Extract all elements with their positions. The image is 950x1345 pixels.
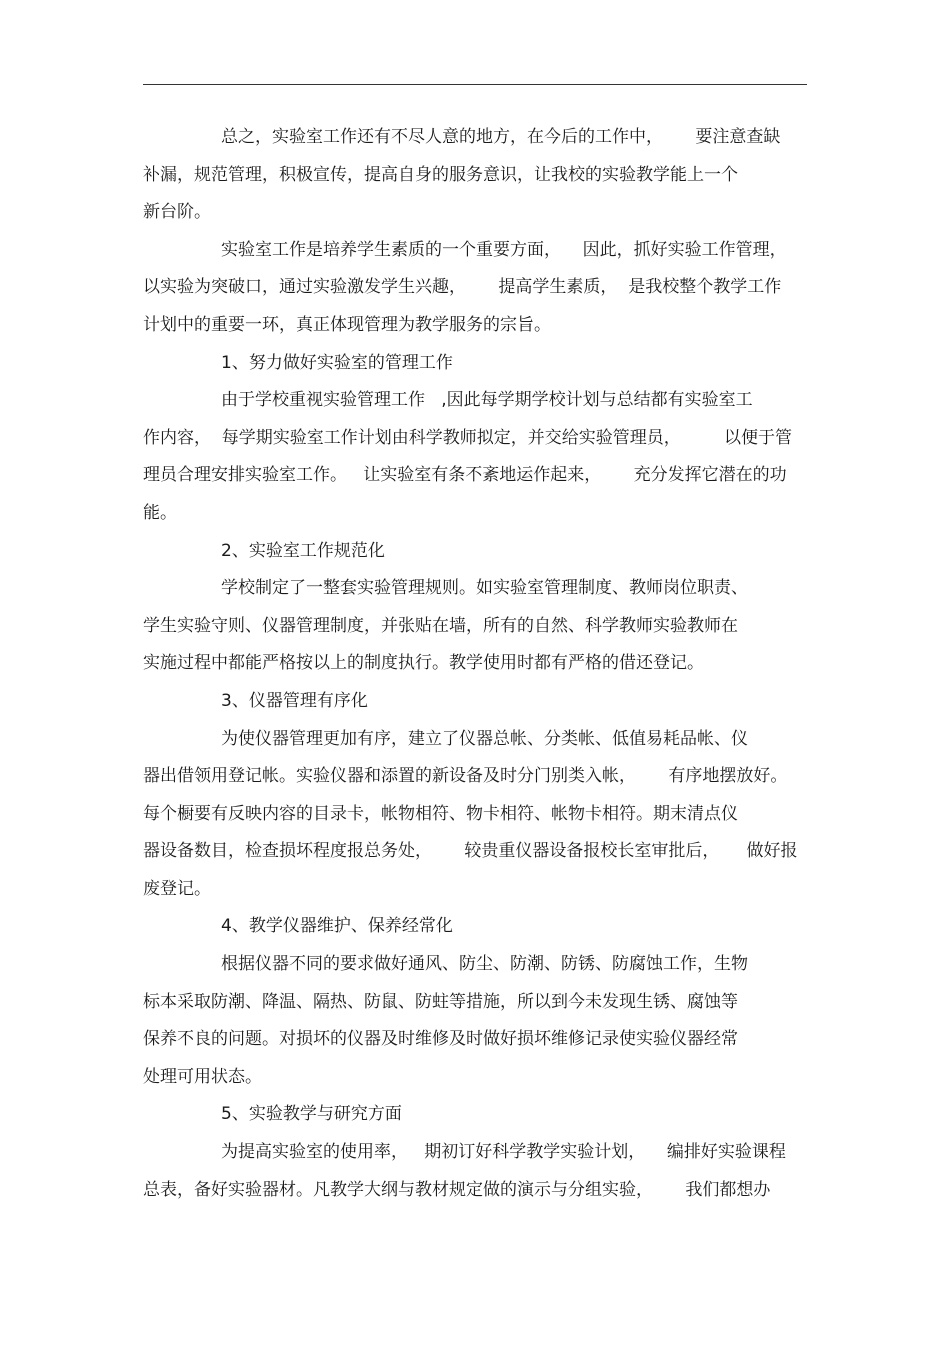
text-line: 1、努力做好实验室的管理工作 [221, 352, 453, 373]
text-line: 处理可用状态。 [143, 1066, 262, 1087]
text-line: 总表，备好实验器材。凡教学大纲与教材规定做的演示与分组实验， 我们都想办 [143, 1179, 771, 1200]
text-line: 器设备数目，检查损坏程度报总务处， 较贵重仪器设备报校长室审批后， 做好报 [143, 841, 798, 862]
text-line: 学校制定了一整套实验管理规则。如实验室管理制度、教师岗位职责、 [221, 578, 748, 599]
text-line: 5、实验教学与研究方面 [221, 1104, 402, 1125]
text-line: 补漏，规范管理，积极宣传，提高自身的服务意识，让我校的实验教学能上一个 [143, 164, 738, 185]
text-line: 理员合理安排实验室工作。 让实验室有条不紊地运作起来， 充分发挥它潜在的功 [143, 465, 787, 486]
document-body [143, 119, 807, 1209]
text-line: 根据仪器不同的要求做好通风、防尘、防潮、防锈、防腐蚀工作，生物 [221, 954, 748, 975]
text-line: 实施过程中都能严格按以上的制度执行。教学使用时都有严格的借还登记。 [143, 653, 704, 674]
text-line: 2、实验室工作规范化 [221, 540, 385, 561]
text-line: 每个橱要有反映内容的目录卡，帐物相符、物卡相符、帐物卡相符。期末清点仪 [143, 803, 738, 824]
text-line: 新台阶。 [143, 202, 211, 223]
text-line: 能。 [143, 502, 177, 523]
text-line: 标本采取防潮、降温、隔热、防鼠、防蛀等措施，所以到今未发现生锈、腐蚀等 [143, 991, 738, 1012]
text-line: 由于学校重视实验管理工作 ,因此每学期学校计划与总结都有实验室工 [221, 390, 753, 411]
text-line: 作内容， 每学期实验室工作计划由科学教师拟定，并交给实验管理员， 以便于管 [143, 427, 793, 448]
text-line: 总之，实验室工作还有不尽人意的地方，在今后的工作中， 要注意查缺 [221, 127, 781, 147]
text-line: 计划中的重要一环，真正体现管理为教学服务的宗旨。 [143, 314, 551, 335]
text-line: 器出借领用登记帐。实验仪器和添置的新设备及时分门别类入帐， 有序地摆放好。 [143, 766, 788, 787]
text-line: 4、教学仪器维护、保养经常化 [221, 916, 453, 937]
header-rule [143, 84, 807, 85]
text-line: 废登记。 [143, 878, 211, 899]
text-line: 3、仪器管理有序化 [221, 690, 368, 711]
text-line: 以实验为突破口，通过实验激发学生兴趣， 提高学生素质， 是我校整个教学工作 [143, 277, 782, 298]
text-line: 为提高实验室的使用率， 期初订好科学教学实验计划， 编排好实验课程 [221, 1142, 786, 1163]
text-line: 保养不良的问题。对损坏的仪器及时维修及时做好损坏维修记录使实验仪器经常 [143, 1029, 738, 1050]
text-line: 为使仪器管理更加有序，建立了仪器总帐、分类帐、低值易耗品帐、仪 [221, 728, 748, 749]
text-line: 实验室工作是培养学生素质的一个重要方面， 因此，抓好实验工作管理， [221, 239, 787, 260]
text-line: 学生实验守则、仪器管理制度，并张贴在墙，所有的自然、科学教师实验教师在 [143, 615, 738, 636]
